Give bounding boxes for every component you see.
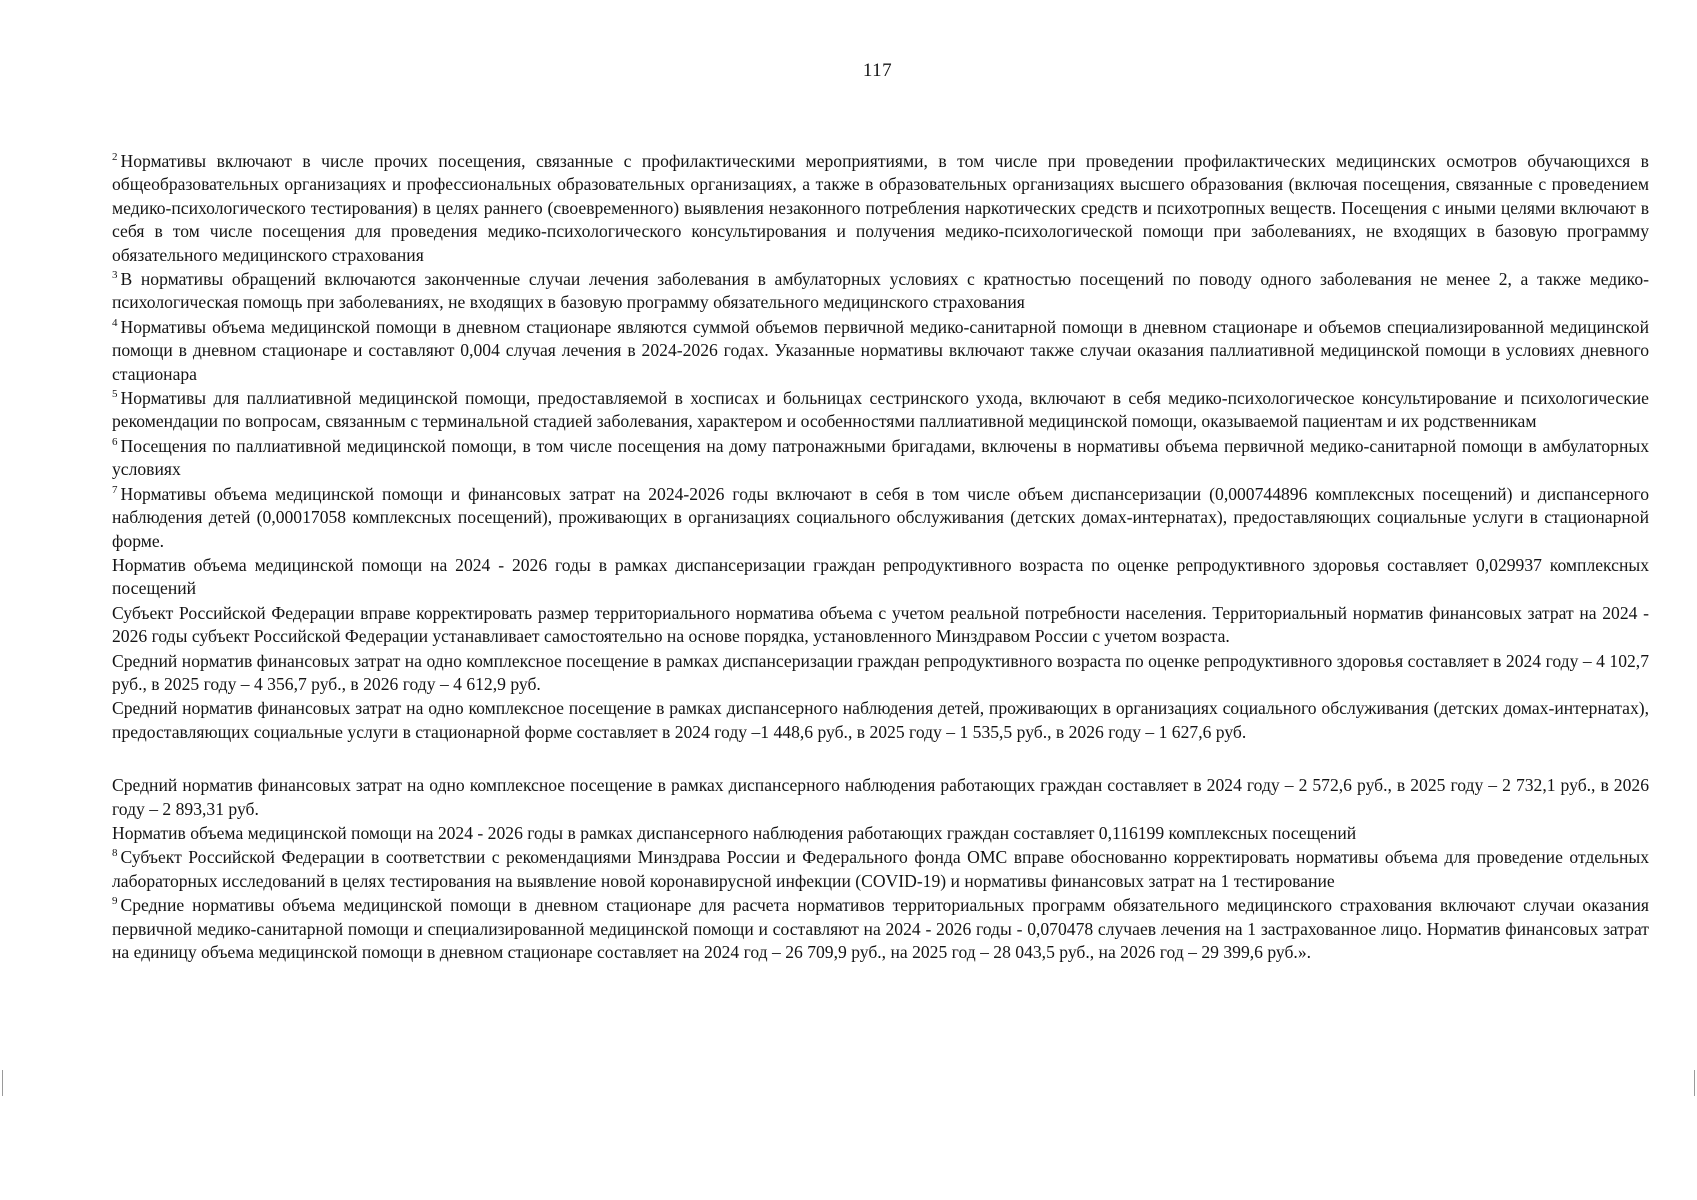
footnote-text: Нормативы для паллиативной медицинской помощи, предоставляемой в хосписах и больницах сестринского ухода, включают в себя медико-психологическое консультирование и психологические рекомендации по вопросам, связанным с терминальной стадией заболевания, характером и особенностями паллиативной медицинской помощи, оказываемой пациентам и их родственникам [112,388,1649,432]
footnote-5 [112,387,1649,434]
page-number: 117 [862,60,893,81]
footnote-marker: 4 [112,316,118,329]
footnote-6 [112,435,1649,482]
footnote-9 [112,894,1649,964]
footnote-text: В нормативы обращений включаются законченные случаи лечения заболевания в амбулаторных условиях с кратностью посещений по поводу одного заболевания не менее 2, а также медико-психологическая помощь при заболеваниях, не входящих в базовую программу обязательного медицинского страхования [112,269,1649,313]
paragraph-children-cost: Средний норматив финансовых затрат на одно комплексное посещение в рамках диспансерного наблюдения детей, проживающих в организациях социального обслуживания (детских домах-интернатах), предоставляющих социальные услуги в стационарной форме составляет в 2024 году –1 448,6 руб., в 2025 году – 1 535,5 руб., в 2026 году – 1 627,6 руб. [112,698,1649,742]
footnotes-block [112,150,1649,964]
footnote-text: Нормативы включают в числе прочих посещения, связанные с профилактическими мероприятиями, в том числе при проведении профилактических медицинских осмотров обучающихся в общеобразовательных организациях и профессиональных образовательных организациях, а также в образовательных организациях высшего образования (включая посещения, связанные с проведением медико-психологического тестирования) в целях раннего (своевременного) выявления незаконного потребления наркотических средств и психотропных веществ. Посещения с иными целями включают в себя в том числе посещения для проведения медико-психологического консультирования и получения медико-психологической помощи при заболеваниях, не входящих в базовую программу обязательного медицинского страхования [112,151,1649,265]
footnote-marker: 7 [112,483,118,496]
footnote-marker: 5 [112,388,118,401]
footnote-marker: 9 [112,895,118,908]
footnote-marker: 3 [112,269,118,282]
footnote-marker: 2 [112,151,118,163]
footnote-text: Нормативы объема медицинской помощи в дневном стационаре являются суммой объемов первичной медико-санитарной помощи в дневном стационаре и объемов специализированной медицинской помощи в дневном стационаре и составляют 0,004 случая лечения в 2024-2026 годах. Указанные нормативы включают также случаи оказания паллиативной медицинской помощи в условиях дневного стационара [112,316,1649,384]
footnote-marker: 8 [112,847,118,860]
footnote-text: Посещения по паллиативной медицинской помощи, в том числе посещения на дому патронажными бригадами, включены в нормативы объема первичной медико-санитарной помощи в амбулаторных условиях [112,435,1649,480]
footnote-2 [112,150,1649,267]
footnote-text: Субъект Российской Федерации в соответствии с рекомендациями Минздрава России и Федерального фонда ОМС вправе обоснованно корректировать нормативы объема для проведение отдельных лабораторных исследований в целях тестирования на выявление новой коронавирусной инфекции (COVID-19) и нормативы финансовых затрат на 1 тестирование [112,847,1649,891]
footnote-text: Нормативы объема медицинской помощи и финансовых затрат на 2024-2026 годы включают в себя в том числе объем диспансеризации (0,000744896 комплексных посещений) и диспансерного наблюдения детей (0,00017058 комплексных посещений), проживающих в организациях социального обслуживания (детских домах-интернатах), предоставляющих социальные услуги в стационарной форме. [112,483,1649,551]
footnote-3 [112,268,1649,315]
footnote-7 [112,483,1649,553]
paragraph-reproductive-cost: Средний норматив финансовых затрат на одно комплексное посещение в рамках диспансеризации граждан репродуктивного возраста по оценке репродуктивного здоровья составляет в 2024 году – 4 102,7 руб., в 2025 году – 4 356,7 руб., в 2026 году – 4 612,9 руб. [112,650,1649,694]
footnote-8 [112,846,1649,893]
scan-edge-mark-right [1694,1070,1695,1096]
scan-edge-mark-left [2,1070,3,1096]
footnote-marker: 6 [112,435,118,448]
paragraph-working-citizens-volume: Норматив объема медицинской помощи на 2024 - 2026 годы в рамках диспансерного наблюдения работающих граждан составляет 0,116199 комплексных посещений [112,822,1357,843]
paragraph-territorial-norm: Субъект Российской Федерации вправе корректировать размер территориального норматива объема с учетом реальной потребности населения. Территориальный норматив финансовых затрат на 2024 - 2026 годы субъект Российской Федерации устанавливает самостоятельно на основе порядка, установленного Минздравом России с учетом возраста. [112,602,1649,647]
footnote-4 [112,316,1649,386]
paragraph-working-citizens-cost: Средний норматив финансовых затрат на одно комплексное посещение в рамках диспансерного наблюдения работающих граждан составляет в 2024 году – 2 572,6 руб., в 2025 году – 2 732,1 руб., в 2026 году – 2 893,31 руб. [112,775,1649,819]
paragraph-reproductive-volume: Норматив объема медицинской помощи на 2024 - 2026 годы в рамках диспансеризации граждан репродуктивного возраста по оценке репродуктивного здоровья составляет 0,029937 комплексных посещений [112,554,1649,599]
footnote-text: Средние нормативы объема медицинской помощи в дневном стационаре для расчета нормативов территориальных программ обязательного медицинского страхования включают случаи оказания первичной медико-санитарной помощи и специализированной медицинской помощи и составляют на 2024 - 2026 годы - 0,070478 случаев лечения на 1 застрахованное лицо. Норматив финансовых затрат на единицу объема медицинской помощи в дневном стационаре составляет на 2024 год – 26 709,9 руб., на 2025 год – 28 043,5 руб., на 2026 год – 29 399,6 руб.». [112,895,1649,962]
